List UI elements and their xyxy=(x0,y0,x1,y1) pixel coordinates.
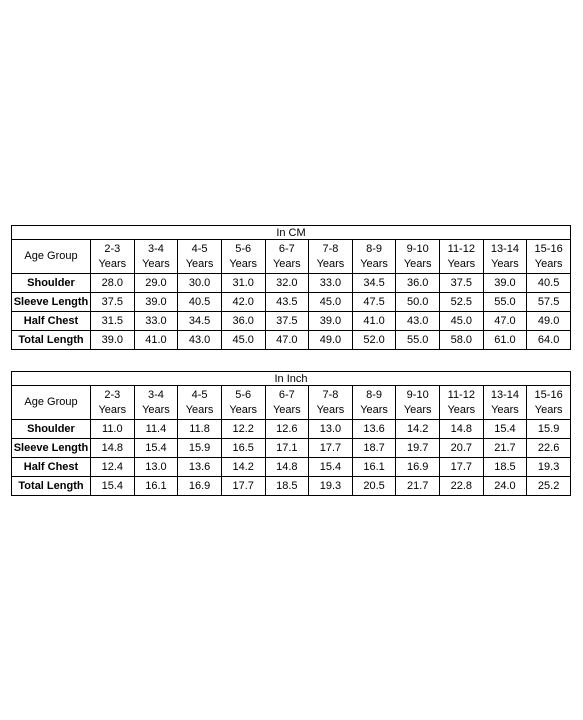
age-group-header-cell xyxy=(134,386,178,420)
measurement-value: 40.5 xyxy=(178,293,222,312)
age-unit: Years xyxy=(447,403,476,416)
measurement-row xyxy=(12,477,571,496)
measurement-value: 21.7 xyxy=(483,439,527,458)
age-range: 7-8 xyxy=(322,388,339,401)
age-unit: Years xyxy=(185,403,214,416)
unit-header-row xyxy=(12,226,571,240)
age-range: 4-5 xyxy=(191,388,208,401)
measurement-value: 13.0 xyxy=(134,458,178,477)
measurement-value: 45.0 xyxy=(309,293,353,312)
age-range: 6-7 xyxy=(278,242,295,255)
measurement-value: 24.0 xyxy=(483,477,527,496)
age-group-header-cell xyxy=(91,240,135,274)
measurement-value: 49.0 xyxy=(309,331,353,350)
age-unit: Years xyxy=(98,403,127,416)
age-unit: Years xyxy=(142,403,170,416)
unit-title: In Inch xyxy=(12,372,571,386)
measurement-value: 14.2 xyxy=(396,420,440,439)
age-range: 13-14 xyxy=(490,242,519,255)
measurement-value: 15.4 xyxy=(309,458,353,477)
measurement-label: Half Chest xyxy=(12,458,91,477)
age-group-header-cell xyxy=(221,386,265,420)
age-unit: Years xyxy=(491,403,519,416)
age-unit: Years xyxy=(272,257,301,270)
age-range: 11-12 xyxy=(447,388,475,401)
age-unit: Years xyxy=(360,257,388,270)
measurement-value: 15.4 xyxy=(134,439,178,458)
age-range: 2-3 xyxy=(104,388,121,401)
age-unit: Years xyxy=(229,257,258,270)
measurement-value: 14.8 xyxy=(91,439,135,458)
measurement-value: 37.5 xyxy=(440,274,484,293)
measurement-value: 19.7 xyxy=(396,439,440,458)
measurement-label: Shoulder xyxy=(12,420,91,439)
age-group-header-cell xyxy=(483,386,527,420)
age-range: 2-3 xyxy=(104,242,121,255)
age-range: 5-6 xyxy=(235,242,252,255)
measurement-value: 39.0 xyxy=(309,312,353,331)
measurement-label: Sleeve Length xyxy=(12,439,91,458)
measurement-value: 17.7 xyxy=(221,477,265,496)
measurement-value: 52.0 xyxy=(352,331,396,350)
measurement-value: 41.0 xyxy=(352,312,396,331)
age-group-header-cell xyxy=(91,386,135,420)
measurement-label: Sleeve Length xyxy=(12,293,91,312)
age-range: 3-4 xyxy=(147,388,164,401)
measurement-value: 29.0 xyxy=(134,274,178,293)
measurement-value: 57.5 xyxy=(527,293,571,312)
measurement-value: 18.5 xyxy=(483,458,527,477)
age-range: 11-12 xyxy=(447,242,475,255)
measurement-value: 20.5 xyxy=(352,477,396,496)
measurement-value: 19.3 xyxy=(309,477,353,496)
age-unit: Years xyxy=(185,257,214,270)
measurement-value: 13.6 xyxy=(352,420,396,439)
measurement-value: 15.4 xyxy=(483,420,527,439)
measurement-value: 16.5 xyxy=(221,439,265,458)
age-range: 13-14 xyxy=(490,388,519,401)
measurement-value: 37.5 xyxy=(265,312,309,331)
measurement-value: 43.0 xyxy=(396,312,440,331)
measurement-value: 16.1 xyxy=(134,477,178,496)
age-unit: Years xyxy=(403,257,432,270)
age-group-header-row xyxy=(12,240,571,274)
age-group-label: Age Group xyxy=(12,240,91,274)
measurement-value: 14.8 xyxy=(265,458,309,477)
measurement-value: 28.0 xyxy=(91,274,135,293)
size-chart-inch-table xyxy=(11,371,571,496)
age-group-header-cell xyxy=(265,386,309,420)
measurement-value: 14.2 xyxy=(221,458,265,477)
measurement-value: 17.7 xyxy=(309,439,353,458)
age-group-label: Age Group xyxy=(12,386,91,420)
age-group-header-cell xyxy=(352,386,396,420)
age-unit: Years xyxy=(316,403,345,416)
measurement-label: Half Chest xyxy=(12,312,91,331)
age-group-header-cell xyxy=(527,240,571,274)
measurement-value: 47.0 xyxy=(483,312,527,331)
measurement-value: 43.0 xyxy=(178,331,222,350)
measurement-value: 47.5 xyxy=(352,293,396,312)
age-unit: Years xyxy=(229,403,258,416)
age-range: 3-4 xyxy=(147,242,164,255)
measurement-value: 22.8 xyxy=(440,477,484,496)
age-unit: Years xyxy=(534,403,563,416)
age-unit: Years xyxy=(491,257,519,270)
measurement-value: 36.0 xyxy=(396,274,440,293)
measurement-value: 45.0 xyxy=(221,331,265,350)
age-group-header-cell xyxy=(265,240,309,274)
measurement-label: Total Length xyxy=(12,477,91,496)
measurement-value: 11.8 xyxy=(178,420,222,439)
measurement-value: 25.2 xyxy=(527,477,571,496)
measurement-value: 14.8 xyxy=(440,420,484,439)
measurement-value: 12.4 xyxy=(91,458,135,477)
measurement-value: 43.5 xyxy=(265,293,309,312)
measurement-value: 11.0 xyxy=(91,420,135,439)
measurement-row xyxy=(12,420,571,439)
age-range: 8-9 xyxy=(366,242,383,255)
measurement-value: 47.0 xyxy=(265,331,309,350)
measurement-row xyxy=(12,274,571,293)
measurement-value: 15.9 xyxy=(527,420,571,439)
measurement-value: 11.4 xyxy=(134,420,178,439)
age-group-header-cell xyxy=(309,240,353,274)
measurement-label: Shoulder xyxy=(12,274,91,293)
age-unit: Years xyxy=(98,257,127,270)
age-unit: Years xyxy=(272,403,301,416)
age-unit: Years xyxy=(447,257,476,270)
measurement-value: 42.0 xyxy=(221,293,265,312)
measurement-value: 15.4 xyxy=(91,477,135,496)
measurement-value: 13.6 xyxy=(178,458,222,477)
measurement-value: 22.6 xyxy=(527,439,571,458)
age-unit: Years xyxy=(360,403,388,416)
measurement-value: 33.0 xyxy=(309,274,353,293)
age-range: 15-16 xyxy=(534,242,563,255)
measurement-value: 30.0 xyxy=(178,274,222,293)
measurement-value: 33.0 xyxy=(134,312,178,331)
age-range: 4-5 xyxy=(191,242,208,255)
age-group-header-cell xyxy=(527,386,571,420)
measurement-row xyxy=(12,439,571,458)
measurement-value: 39.0 xyxy=(91,331,135,350)
age-group-header-cell xyxy=(396,240,440,274)
age-unit: Years xyxy=(534,257,563,270)
measurement-value: 20.7 xyxy=(440,439,484,458)
age-group-header-cell xyxy=(134,240,178,274)
unit-header-row xyxy=(12,372,571,386)
measurement-value: 31.0 xyxy=(221,274,265,293)
age-group-header-row xyxy=(12,386,571,420)
measurement-value: 12.2 xyxy=(221,420,265,439)
size-chart-cm-table xyxy=(11,225,571,350)
measurement-value: 18.7 xyxy=(352,439,396,458)
measurement-value: 41.0 xyxy=(134,331,178,350)
measurement-row xyxy=(12,293,571,312)
age-group-header-cell xyxy=(178,240,222,274)
measurement-value: 19.3 xyxy=(527,458,571,477)
age-range: 5-6 xyxy=(235,388,252,401)
measurement-value: 17.7 xyxy=(440,458,484,477)
age-range: 7-8 xyxy=(322,242,339,255)
measurement-value: 40.5 xyxy=(527,274,571,293)
age-group-header-cell xyxy=(178,386,222,420)
age-group-header-cell xyxy=(221,240,265,274)
age-group-header-cell xyxy=(309,386,353,420)
measurement-value: 12.6 xyxy=(265,420,309,439)
measurement-value: 31.5 xyxy=(91,312,135,331)
measurement-value: 16.9 xyxy=(396,458,440,477)
age-unit: Years xyxy=(142,257,170,270)
measurement-value: 39.0 xyxy=(134,293,178,312)
measurement-value: 37.5 xyxy=(91,293,135,312)
measurement-value: 13.0 xyxy=(309,420,353,439)
measurement-value: 55.0 xyxy=(396,331,440,350)
measurement-value: 64.0 xyxy=(527,331,571,350)
measurement-value: 49.0 xyxy=(527,312,571,331)
measurement-row xyxy=(12,331,571,350)
measurement-label: Total Length xyxy=(12,331,91,350)
measurement-value: 15.9 xyxy=(178,439,222,458)
measurement-row xyxy=(12,458,571,477)
measurement-value: 45.0 xyxy=(440,312,484,331)
age-range: 6-7 xyxy=(278,388,295,401)
measurement-value: 52.5 xyxy=(440,293,484,312)
age-group-header-cell xyxy=(483,240,527,274)
measurement-value: 36.0 xyxy=(221,312,265,331)
measurement-value: 16.1 xyxy=(352,458,396,477)
measurement-value: 55.0 xyxy=(483,293,527,312)
measurement-value: 39.0 xyxy=(483,274,527,293)
measurement-value: 16.9 xyxy=(178,477,222,496)
age-unit: Years xyxy=(403,403,432,416)
measurement-value: 17.1 xyxy=(265,439,309,458)
measurement-value: 34.5 xyxy=(352,274,396,293)
age-range: 8-9 xyxy=(366,388,383,401)
measurement-value: 32.0 xyxy=(265,274,309,293)
age-group-header-cell xyxy=(440,240,484,274)
measurement-value: 34.5 xyxy=(178,312,222,331)
measurement-value: 18.5 xyxy=(265,477,309,496)
measurement-value: 50.0 xyxy=(396,293,440,312)
age-range: 15-16 xyxy=(534,388,563,401)
age-group-header-cell xyxy=(352,240,396,274)
measurement-row xyxy=(12,312,571,331)
age-range: 9-10 xyxy=(406,388,429,401)
measurement-value: 61.0 xyxy=(483,331,527,350)
age-unit: Years xyxy=(316,257,345,270)
measurement-value: 21.7 xyxy=(396,477,440,496)
age-group-header-cell xyxy=(396,386,440,420)
age-range: 9-10 xyxy=(406,242,429,255)
age-group-header-cell xyxy=(440,386,484,420)
measurement-value: 58.0 xyxy=(440,331,484,350)
unit-title: In CM xyxy=(12,226,571,240)
